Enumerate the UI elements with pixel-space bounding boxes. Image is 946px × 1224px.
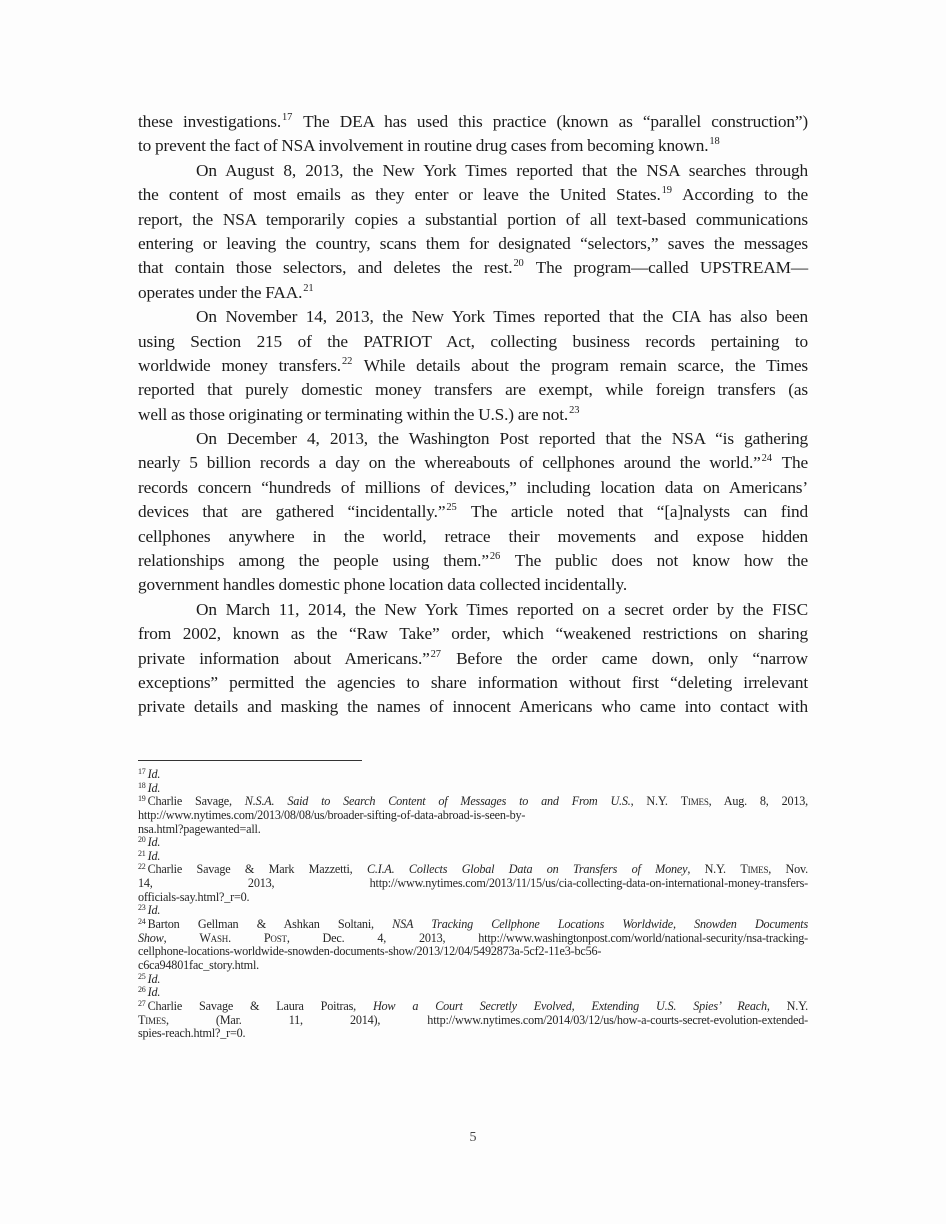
text-run: spies-reach.html?_r=0. bbox=[138, 1026, 246, 1041]
footnote-entry bbox=[138, 863, 808, 877]
text-run: , Dec. 4, 2013, http://www.washingtonpost.com/world/national-security/nsa-tracking- bbox=[286, 930, 808, 945]
body-line bbox=[138, 695, 808, 719]
text-run: report, the NSA temporarily copies a substantial portion of all text-based communications bbox=[138, 209, 808, 229]
page-number: 5 bbox=[469, 1130, 477, 1145]
publication-name: Times bbox=[680, 794, 709, 809]
body-line bbox=[138, 573, 808, 597]
text-run: to prevent the fact of NSA involvement in routine drug cases from becoming known. bbox=[138, 136, 709, 156]
footnote-entry bbox=[138, 904, 808, 918]
footnote-entry bbox=[138, 973, 808, 987]
footnote-number: 23 bbox=[138, 903, 146, 913]
text-run: Before the order came down, only “narrow bbox=[441, 648, 808, 668]
footnote-number: 26 bbox=[138, 985, 146, 995]
body-line bbox=[138, 354, 808, 378]
text-run: Barton Gellman & Ashkan Soltani, bbox=[147, 917, 393, 932]
body-line bbox=[138, 183, 808, 207]
text-run: devices that are gathered “incidentally.” bbox=[138, 502, 446, 522]
text-run: , N.Y. bbox=[630, 794, 681, 809]
footnote-separator bbox=[138, 760, 362, 761]
footnote-continuation bbox=[138, 1027, 808, 1041]
footnote-reference[interactable]: 20 bbox=[513, 258, 524, 270]
footnote-entry bbox=[138, 850, 808, 864]
body-line bbox=[138, 427, 808, 451]
italic-title: Id. bbox=[147, 835, 161, 850]
text-run: cellphone-locations-worldwide-snowden-documents-show/2013/12/04/5492873a-5cf2-11e3-bc56- bbox=[138, 944, 602, 959]
footnote-continuation bbox=[138, 932, 808, 946]
text-run: government handles domestic phone location data collected incidentally. bbox=[138, 575, 628, 595]
italic-title: Id. bbox=[147, 971, 161, 986]
text-run: Charlie Savage & Mark Mazzetti, bbox=[147, 862, 367, 877]
footnote-continuation bbox=[138, 891, 808, 905]
footnote-reference[interactable]: 18 bbox=[709, 136, 720, 148]
footnote-continuation bbox=[138, 959, 808, 973]
body-line bbox=[138, 159, 808, 183]
body-line bbox=[138, 622, 808, 646]
text-run: that contain those selectors, and deletes the rest. bbox=[138, 258, 513, 278]
body-line bbox=[138, 305, 808, 329]
footnote-entry bbox=[138, 795, 808, 809]
text-run: , Nov. bbox=[768, 862, 808, 877]
footnote-entry bbox=[138, 836, 808, 850]
footnote-number: 24 bbox=[138, 917, 146, 927]
text-run: On November 14, 2013, the New York Times reported that the CIA has also been bbox=[196, 307, 808, 327]
text-run: exceptions” permitted the agencies to share information without first “deleting irrelevant bbox=[138, 672, 808, 692]
text-run: On December 4, 2013, the Washington Post reported that the NSA “is gathering bbox=[196, 429, 808, 449]
text-run: from 2002, known as the “Raw Take” order, which “weakened restrictions on sharing bbox=[138, 624, 808, 644]
publication-name: Times bbox=[138, 1012, 166, 1027]
text-run: The program—called UPSTREAM— bbox=[524, 258, 809, 278]
italic-title: How a Court Secretly Evolved, Extending U.S. Spies’ Reach bbox=[372, 998, 767, 1013]
text-run: these investigations. bbox=[138, 112, 282, 131]
text-run: entering or leaving the country, scans them for designated “selectors,” saves the messages bbox=[138, 233, 808, 253]
publication-name: Wash. Post bbox=[199, 930, 287, 945]
body-line bbox=[138, 330, 808, 354]
text-run: , N.Y. bbox=[687, 862, 741, 877]
footnote-number: 25 bbox=[138, 971, 146, 981]
footnote-entry bbox=[138, 1000, 808, 1014]
body-line bbox=[138, 549, 808, 573]
text-run: relationships among the people using them.” bbox=[138, 551, 489, 571]
text-run: records concern “hundreds of millions of devices,” including location data on Americans’ bbox=[138, 477, 808, 497]
body-line bbox=[138, 208, 808, 232]
footnote-number: 20 bbox=[138, 835, 146, 845]
footnote-entry bbox=[138, 782, 808, 796]
text-run: 14, 2013, http://www.nytimes.com/2013/11/15/us/cia-collecting-data-on-international-money-transfers- bbox=[138, 876, 808, 891]
footnote-reference[interactable]: 19 bbox=[661, 185, 672, 197]
footnote-continuation bbox=[138, 809, 808, 823]
body-line bbox=[138, 403, 808, 427]
italic-title: Show bbox=[138, 930, 164, 945]
body-line bbox=[138, 647, 808, 671]
footnote-reference[interactable]: 27 bbox=[430, 648, 441, 660]
footnote-reference[interactable]: 25 bbox=[446, 502, 457, 514]
text-run: private details and masking the names of innocent Americans who came into contact with bbox=[138, 697, 808, 717]
body-line bbox=[138, 476, 808, 500]
text-run: nearly 5 billion records a day on the whereabouts of cellphones around the world.” bbox=[138, 453, 761, 473]
footnotes bbox=[138, 768, 808, 1041]
italic-title: Id. bbox=[147, 985, 161, 1000]
italic-title: NSA Tracking Cellphone Locations Worldwide, Snowden Documents bbox=[392, 917, 808, 932]
text-run: c6ca94801fac_story.html. bbox=[138, 957, 259, 972]
body-text bbox=[138, 110, 808, 720]
footnote-continuation bbox=[138, 823, 808, 837]
body-line bbox=[138, 671, 808, 695]
body-line bbox=[138, 281, 808, 305]
text-run: On August 8, 2013, the New York Times reported that the NSA searches through bbox=[196, 160, 808, 180]
text-run: nsa.html?pagewanted=all. bbox=[138, 821, 261, 836]
text-run: , bbox=[163, 930, 200, 945]
body-line bbox=[138, 232, 808, 256]
footnote-continuation bbox=[138, 877, 808, 891]
footnote-reference[interactable]: 23 bbox=[569, 404, 580, 416]
text-run: , Aug. 8, 2013, bbox=[708, 794, 808, 809]
body-line bbox=[138, 500, 808, 524]
footnote-entry bbox=[138, 918, 808, 932]
text-run: cellphones anywhere in the world, retrace their movements and expose hidden bbox=[138, 526, 808, 546]
footnote-reference[interactable]: 21 bbox=[303, 282, 314, 294]
footnote-entry bbox=[138, 986, 808, 1000]
text-run: The public does not know how the bbox=[501, 551, 808, 571]
body-line bbox=[138, 451, 808, 475]
text-run: Charlie Savage, bbox=[147, 794, 245, 809]
text-run: While details about the program remain scarce, the Times bbox=[353, 355, 808, 375]
text-run: using Section 215 of the PATRIOT Act, collecting business records pertaining to bbox=[138, 331, 808, 351]
italic-title: Id. bbox=[147, 767, 161, 781]
body-line bbox=[138, 598, 808, 622]
text-run: officials-say.html?_r=0. bbox=[138, 889, 250, 904]
footnote-number: 27 bbox=[138, 998, 146, 1008]
footnote-continuation bbox=[138, 1014, 808, 1028]
text-run: the content of most emails as they enter or leave the United States. bbox=[138, 185, 661, 205]
text-run: , N.Y. bbox=[766, 998, 808, 1013]
italic-title: C.I.A. Collects Global Data on Transfers of Money bbox=[366, 862, 688, 877]
text-run: Charlie Savage & Laura Poitras, bbox=[147, 998, 373, 1013]
text-run: operates under the FAA. bbox=[138, 282, 303, 302]
italic-title: Id. bbox=[147, 780, 161, 795]
footnote-entry bbox=[138, 768, 808, 782]
italic-title: N.S.A. Said to Search Content of Messages to and From U.S. bbox=[244, 794, 631, 809]
italic-title: Id. bbox=[147, 848, 161, 863]
body-line bbox=[138, 134, 808, 158]
text-run: worldwide money transfers. bbox=[138, 355, 341, 375]
text-run: , (Mar. 11, 2014), http://www.nytimes.com/2014/03/12/us/how-a-courts-secret-evolution-extended- bbox=[165, 1012, 808, 1027]
footnote-number: 17 bbox=[138, 767, 146, 776]
footnote-continuation bbox=[138, 945, 808, 959]
text-run: http://www.nytimes.com/2013/08/08/us/broader-sifting-of-data-abroad-is-seen-by- bbox=[138, 807, 526, 822]
footnote-reference[interactable]: 17 bbox=[282, 112, 293, 123]
text-run: private information about Americans.” bbox=[138, 648, 430, 668]
text-run: The article noted that “[a]nalysts can find bbox=[457, 502, 808, 522]
footnote-number: 22 bbox=[138, 862, 146, 872]
text-run: According to the bbox=[672, 185, 808, 205]
text-run: The bbox=[772, 453, 808, 473]
text-run: reported that purely domestic money transfers are exempt, while foreign transfers (as bbox=[138, 380, 808, 400]
footnote-number: 18 bbox=[138, 780, 146, 790]
publication-name: Times bbox=[740, 862, 769, 877]
text-run: On March 11, 2014, the New York Times reported on a secret order by the FISC bbox=[196, 599, 808, 619]
text-run: well as those originating or terminating within the U.S.) are not. bbox=[138, 404, 569, 424]
footnote-reference[interactable]: 22 bbox=[341, 355, 353, 367]
italic-title: Id. bbox=[147, 903, 161, 918]
footnote-number: 19 bbox=[138, 794, 146, 804]
footnote-reference[interactable]: 24 bbox=[761, 453, 772, 465]
text-run: The DEA has used this practice (known as “parallel construction”) bbox=[293, 112, 808, 131]
footnote-reference[interactable]: 26 bbox=[489, 551, 501, 563]
body-line bbox=[138, 256, 808, 280]
body-line bbox=[138, 378, 808, 402]
footnote-number: 21 bbox=[138, 848, 146, 858]
body-line bbox=[138, 110, 808, 134]
body-line bbox=[138, 525, 808, 549]
